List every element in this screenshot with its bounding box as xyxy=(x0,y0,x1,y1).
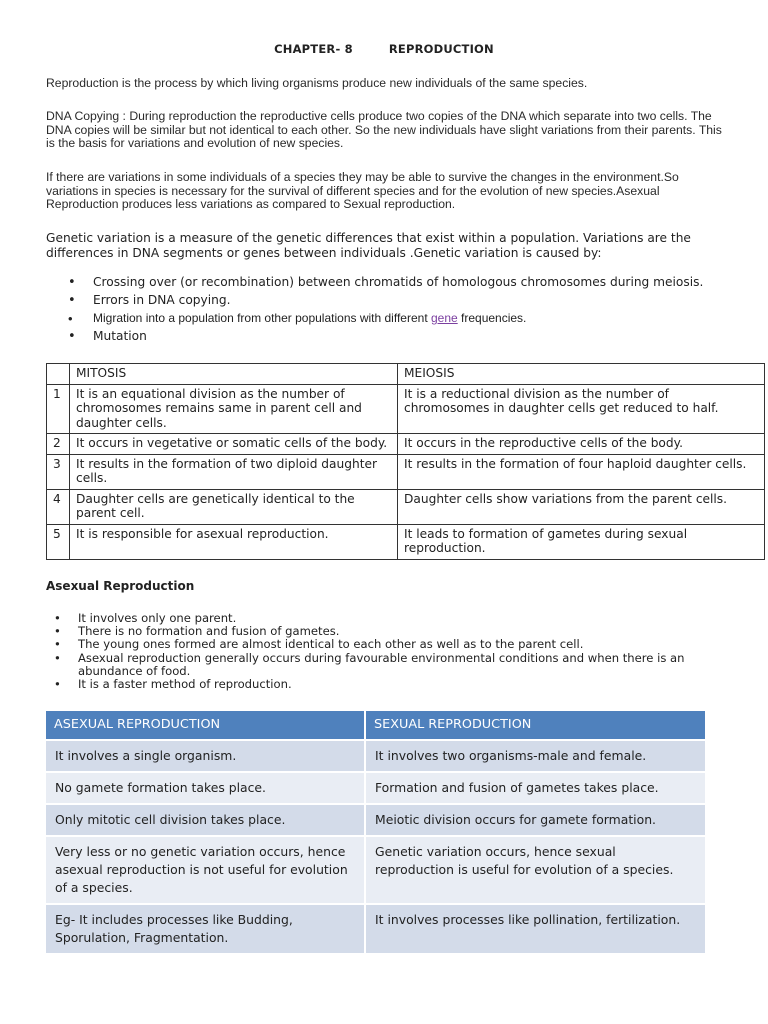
table-row xyxy=(47,454,765,489)
row-number: 4 xyxy=(47,489,70,524)
mitosis-cell: Daughter cells are genetically identical to the parent cell. xyxy=(70,489,398,524)
table-row xyxy=(46,739,705,771)
table-row xyxy=(47,489,765,524)
chapter-number: CHAPTER- 8 xyxy=(274,42,353,56)
table-row xyxy=(46,903,705,953)
row-number: 3 xyxy=(47,454,70,489)
genetic-variation-paragraph: Genetic variation is a measure of the genetic differences that exist within a population. Variations are the differences in DNA segments or genes between individuals .Genetic variation is caused by: xyxy=(46,231,691,260)
asexual-points-list xyxy=(46,612,736,691)
meiosis-cell: It is a reductional division as the number of chromosomes in daughter cells get reduced to half. xyxy=(398,384,765,434)
asexual-reproduction-heading: Asexual Reproduction xyxy=(46,579,195,593)
table-cell xyxy=(47,364,70,385)
list-item xyxy=(46,312,726,326)
variation-causes-list xyxy=(46,276,726,348)
list-item: • There is no formation and fusion of gametes. xyxy=(46,625,736,638)
table-row xyxy=(46,803,705,835)
table-header-row xyxy=(46,711,705,739)
asexual-header: ASEXUAL REPRODUCTION xyxy=(46,711,366,739)
list-item: • It involves only one parent. xyxy=(46,612,736,625)
table-row xyxy=(47,524,765,559)
gene-link[interactable]: gene xyxy=(430,311,458,325)
sexual-cell: It involves processes like pollination, fertilization. xyxy=(366,903,705,953)
list-item: • Errors in DNA copying. xyxy=(46,294,726,308)
meiosis-header: MEIOSIS xyxy=(398,364,765,385)
table-row xyxy=(46,835,705,903)
meiosis-cell: It results in the formation of four haploid daughter cells. xyxy=(398,454,765,489)
mitosis-cell: It results in the formation of two diploid daughter cells. xyxy=(70,454,398,489)
mitosis-cell: It occurs in vegetative or somatic cells of the body. xyxy=(70,434,398,455)
row-number: 1 xyxy=(47,384,70,434)
row-number: 5 xyxy=(47,524,70,559)
mitosis-meiosis-table xyxy=(46,363,765,560)
table-header-row xyxy=(47,364,765,385)
asexual-cell: Only mitotic cell division takes place. xyxy=(46,803,366,835)
list-item: • Asexual reproduction generally occurs during favourable environmental conditions and when there is an abundance of food. xyxy=(46,652,736,678)
migration-text-before: Migration into a population from other populations with different xyxy=(93,311,431,325)
asexual-cell: It involves a single organism. xyxy=(46,739,366,771)
meiosis-cell: It occurs in the reproductive cells of the body. xyxy=(398,434,765,455)
dna-copying-paragraph: DNA Copying : During reproduction the reproductive cells produce two copies of the DNA which separate into two cells. The DNA copies will be similar but not identical to each other. So the new individuals have slight variations from their parents. This is the basis for variations and evolution of new species. xyxy=(46,109,722,151)
mitosis-header: MITOSIS xyxy=(70,364,398,385)
list-item: • It is a faster method of reproduction. xyxy=(46,678,736,691)
list-item: • The young ones formed are almost identical to each other as well as to the parent cell. xyxy=(46,638,736,651)
table-row xyxy=(47,434,765,455)
asexual-cell: Very less or no genetic variation occurs, hence asexual reproduction is not useful for evolution of a species. xyxy=(46,835,366,903)
meiosis-cell: It leads to formation of gametes during sexual reproduction. xyxy=(398,524,765,559)
migration-text-after: frequencies. xyxy=(457,311,527,325)
page-title xyxy=(0,42,768,56)
sexual-cell: Meiotic division occurs for gamete formation. xyxy=(366,803,705,835)
sexual-cell: Formation and fusion of gametes takes place. xyxy=(366,771,705,803)
asexual-sexual-comparison-table xyxy=(46,711,705,953)
asexual-cell: No gamete formation takes place. xyxy=(46,771,366,803)
mitosis-cell: It is responsible for asexual reproduction. xyxy=(70,524,398,559)
table-row xyxy=(46,771,705,803)
sexual-header: SEXUAL REPRODUCTION xyxy=(366,711,705,739)
meiosis-cell: Daughter cells show variations from the parent cells. xyxy=(398,489,765,524)
variations-paragraph: If there are variations in some individuals of a species they may be able to survive the changes in the environment.So variations in species is necessary for the survival of different species and for the evolution of new species.Asexual Reproduction produces less variations as compared to Sexual reproduction. xyxy=(46,170,679,212)
asexual-cell: Eg- It includes processes like Budding, Sporulation, Fragmentation. xyxy=(46,903,366,953)
chapter-subject: REPRODUCTION xyxy=(388,42,494,56)
sexual-cell: It involves two organisms-male and female. xyxy=(366,739,705,771)
row-number: 2 xyxy=(47,434,70,455)
list-item: • Crossing over (or recombination) between chromatids of homologous chromosomes during meiosis. xyxy=(46,276,726,290)
mitosis-cell: It is an equational division as the number of chromosomes remains same in parent cell and daughter cells. xyxy=(70,384,398,434)
intro-paragraph: Reproduction is the process by which living organisms produce new individuals of the same species. xyxy=(46,76,588,90)
table-row xyxy=(47,384,765,434)
sexual-cell: Genetic variation occurs, hence sexual reproduction is useful for evolution of a species. xyxy=(366,835,705,903)
list-item: • Mutation xyxy=(46,330,726,344)
